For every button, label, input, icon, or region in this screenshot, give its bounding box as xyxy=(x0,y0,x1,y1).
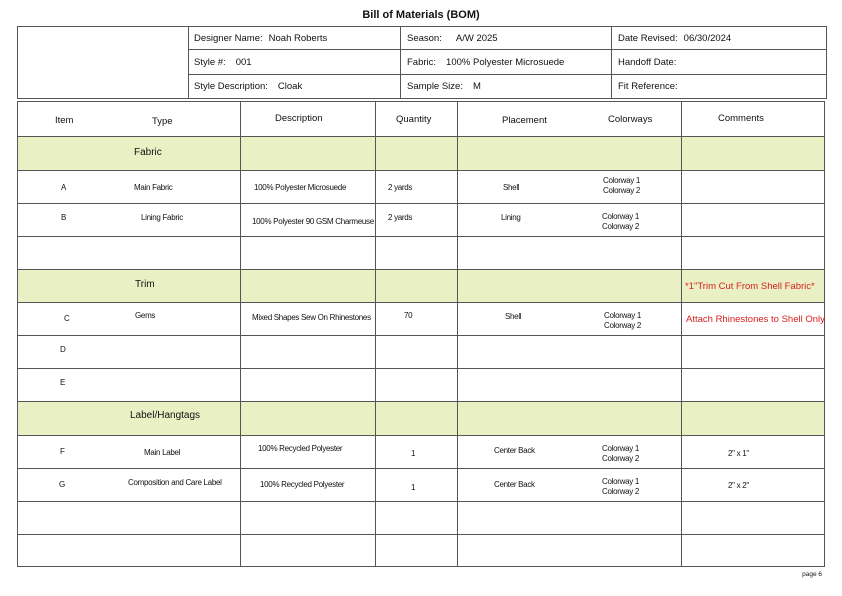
table-row xyxy=(18,171,824,204)
item-colorway-2: Colorway 2 xyxy=(604,321,642,330)
designer-value: Noah Roberts xyxy=(268,33,328,44)
style-no-value: 001 xyxy=(235,57,252,68)
item-comment: 2" x 1" xyxy=(728,449,749,458)
item-placement: Shell xyxy=(503,183,520,192)
item-description: Mixed Shapes Sew On Rhinestones xyxy=(252,313,371,322)
bom-table xyxy=(17,101,825,567)
table-row xyxy=(18,204,824,237)
fabric-label: Fabric: xyxy=(407,57,437,68)
item-description: 100% Polyester Microsuede xyxy=(254,183,347,192)
col-placement: Placement xyxy=(502,115,547,126)
sample-size-value: M xyxy=(472,81,481,92)
item-colorway-2: Colorway 2 xyxy=(602,222,640,231)
section-fabric xyxy=(18,137,824,171)
season-cell xyxy=(401,27,612,50)
item-quantity: 1 xyxy=(411,483,416,492)
column-header-row xyxy=(18,102,824,137)
section-trim-label: Trim xyxy=(135,279,155,290)
item-type: Gems xyxy=(135,311,156,320)
item-code: B xyxy=(61,213,67,222)
item-code: G xyxy=(59,480,65,489)
section-label-hangtags xyxy=(18,402,824,436)
item-colorway-1: Colorway 1 xyxy=(602,444,640,453)
col-comments: Comments xyxy=(718,113,764,124)
item-placement: Center Back xyxy=(494,446,535,455)
handoff-cell xyxy=(612,50,826,75)
item-code: D xyxy=(60,345,66,354)
col-description: Description xyxy=(275,113,323,124)
table-row-empty xyxy=(18,502,824,535)
item-comment: Attach Rhinestones to Shell Only xyxy=(686,314,825,325)
designer-label: Designer Name: xyxy=(194,33,263,44)
section-label-text: Label/Hangtags xyxy=(130,410,201,421)
item-type: Main Label xyxy=(144,448,181,457)
style-no-label: Style #: xyxy=(194,57,226,68)
item-type: Main Fabric xyxy=(134,183,173,192)
item-code: A xyxy=(61,183,67,192)
style-no-cell xyxy=(188,50,401,75)
style-desc-label: Style Description: xyxy=(194,81,268,92)
item-colorway-2: Colorway 2 xyxy=(603,186,641,195)
item-placement: Shell xyxy=(505,312,522,321)
item-type: Lining Fabric xyxy=(141,213,183,222)
page-number: page 6 xyxy=(802,571,822,578)
date-revised-value: 06/30/2024 xyxy=(683,33,732,44)
item-colorway-2: Colorway 2 xyxy=(602,454,640,463)
section-trim xyxy=(18,270,824,303)
item-colorway-1: Colorway 1 xyxy=(602,477,640,486)
item-colorway-1: Colorway 1 xyxy=(604,311,642,320)
season-value: A/W 2025 xyxy=(455,33,498,44)
fabric-value: 100% Polyester Microsuede xyxy=(446,57,565,68)
table-row xyxy=(18,303,824,336)
col-colorways: Colorways xyxy=(608,114,653,125)
fit-ref-cell xyxy=(612,75,826,98)
style-info-header xyxy=(17,26,827,99)
document-title: Bill of Materials (BOM) xyxy=(362,9,480,21)
item-code: F xyxy=(60,447,65,456)
designer-cell xyxy=(188,27,401,50)
column-divider xyxy=(681,102,682,566)
sketch-area xyxy=(18,27,189,98)
item-quantity: 2 yards xyxy=(388,183,413,192)
item-quantity: 1 xyxy=(411,449,416,458)
fit-ref-label: Fit Reference: xyxy=(618,81,678,92)
table-row xyxy=(18,336,824,369)
item-description: 100% Polyester 90 GSM Charmeuse xyxy=(252,217,374,226)
item-quantity: 2 yards xyxy=(388,213,413,222)
item-comment: 2" x 2" xyxy=(728,481,749,490)
item-colorway-1: Colorway 1 xyxy=(603,176,641,185)
date-revised-cell xyxy=(612,27,826,50)
col-type: Type xyxy=(152,116,173,127)
section-fabric-label: Fabric xyxy=(134,147,162,158)
column-divider xyxy=(240,102,241,566)
sample-size-cell xyxy=(401,75,612,98)
column-divider xyxy=(457,102,458,566)
table-row xyxy=(18,469,824,502)
table-row-empty xyxy=(18,535,824,566)
season-label: Season: xyxy=(407,33,442,44)
item-colorway-2: Colorway 2 xyxy=(602,487,640,496)
item-code: C xyxy=(64,314,70,323)
fabric-cell xyxy=(401,50,612,75)
item-placement: Lining xyxy=(501,213,521,222)
date-revised-label: Date Revised: xyxy=(618,33,678,44)
item-colorway-1: Colorway 1 xyxy=(602,212,640,221)
table-row xyxy=(18,436,824,469)
item-description: 100% Recycled Polyester xyxy=(258,444,343,453)
item-type: Composition and Care Label xyxy=(128,478,222,487)
item-quantity: 70 xyxy=(404,311,413,320)
table-row-empty xyxy=(18,237,824,270)
item-description: 100% Recycled Polyester xyxy=(260,480,345,489)
style-desc-value: Cloak xyxy=(277,81,303,92)
style-desc-cell xyxy=(188,75,401,98)
trim-section-comment: *1"Trim Cut From Shell Fabric* xyxy=(685,281,815,292)
table-row xyxy=(18,369,824,402)
col-quantity: Quantity xyxy=(396,114,432,125)
column-divider xyxy=(375,102,376,566)
col-item: Item xyxy=(55,115,74,126)
item-placement: Center Back xyxy=(494,480,535,489)
handoff-label: Handoff Date: xyxy=(618,57,677,68)
sample-size-label: Sample Size: xyxy=(407,81,463,92)
item-code: E xyxy=(60,378,66,387)
